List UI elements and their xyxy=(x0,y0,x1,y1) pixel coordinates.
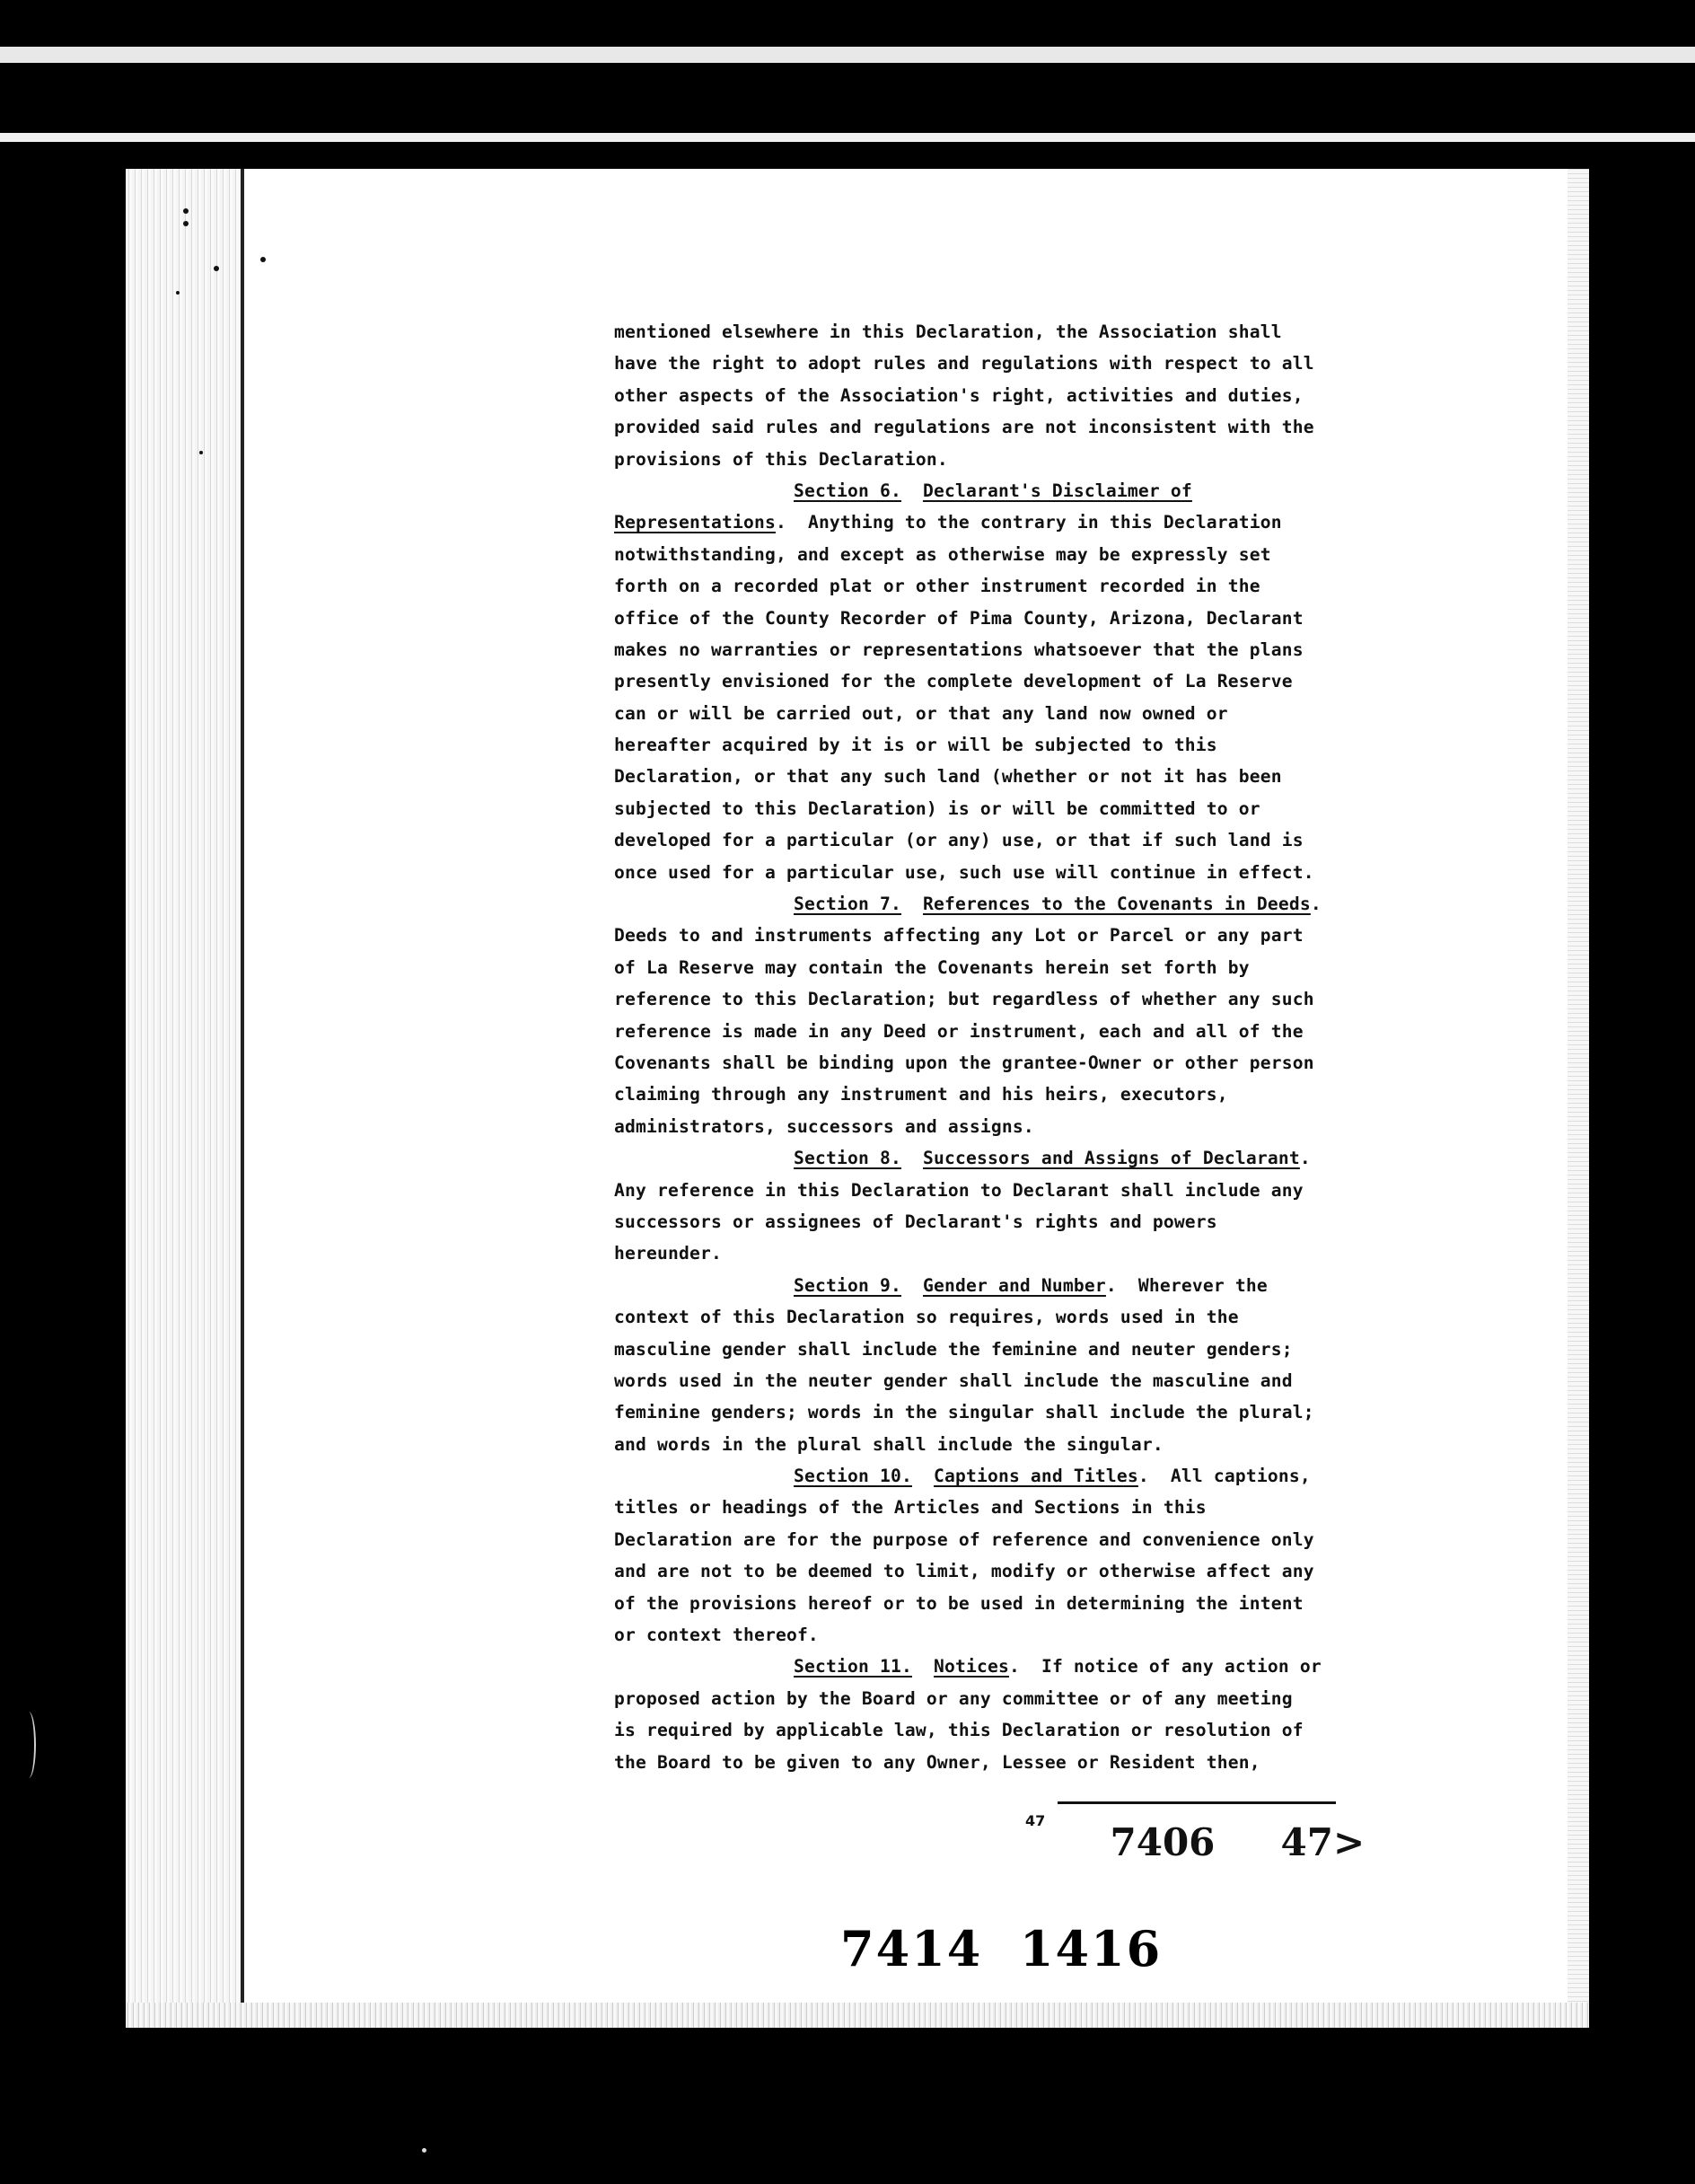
text-line: mentioned elsewhere in this Declaration, the Association shall xyxy=(614,321,1282,342)
section-number: Section 11. xyxy=(794,1656,912,1678)
text-line: other aspects of the Association's right, activities and duties, xyxy=(614,384,1304,406)
text-line: is required by applicable law, this Declaration or resolution of xyxy=(614,1720,1304,1741)
scan-speck xyxy=(183,221,189,226)
text-line: reference to this Declaration; but regardless of whether any such xyxy=(614,989,1314,1010)
text-line: Any reference in this Declaration to Declarant shall include any xyxy=(614,1179,1304,1201)
text-line: or context thereof. xyxy=(614,1625,819,1646)
section-heading: References to the Covenants in Deeds xyxy=(922,894,1311,915)
text-line xyxy=(614,1142,1458,1174)
scan-speck xyxy=(199,451,203,454)
text-line: the Board to be given to any Owner, Lessee or Resident then, xyxy=(614,1751,1260,1773)
text-line: context of this Declaration so requires, words used in the xyxy=(614,1307,1239,1328)
text-line: administrators, successors and assigns. xyxy=(614,1115,1034,1137)
text-line: feminine genders; words in the singular shall include the plural; xyxy=(614,1402,1314,1423)
text-line xyxy=(614,1270,1458,1301)
text-line: titles or headings of the Articles and Sections in this xyxy=(614,1497,1207,1519)
section-text: . Anything to the contrary in this Declaration xyxy=(775,512,1282,533)
section-number: Section 7. xyxy=(794,894,901,915)
text-line: Declaration are for the purpose of reference and convenience only xyxy=(614,1528,1314,1550)
text-line: claiming through any instrument and his heirs, executors, xyxy=(614,1084,1228,1105)
scan-speck xyxy=(422,2148,426,2153)
text-line xyxy=(614,475,1458,506)
page-left-margin xyxy=(126,169,244,2028)
section-heading: Successors and Assigns of Declarant xyxy=(922,1148,1300,1169)
scanner-top-line xyxy=(0,133,1695,142)
text-line: provisions of this Declaration. xyxy=(614,448,948,470)
text-line: forth on a recorded plat or other instrument recorded in the xyxy=(614,576,1260,597)
section-heading: Notices xyxy=(933,1656,1009,1678)
text-line: provided said rules and regulations are not inconsistent with the xyxy=(614,417,1314,438)
text-line: words used in the neuter gender shall include the masculine and xyxy=(614,1369,1293,1391)
section-heading: Gender and Number xyxy=(922,1274,1106,1296)
old-page-stamp-text: 7406 47> xyxy=(1110,1820,1366,1864)
text-line: makes no warranties or representations whatsoever that the plans xyxy=(614,638,1304,660)
section-text: . If notice of any action or xyxy=(1008,1656,1322,1678)
text-line: subjected to this Declaration) is or will be committed to or xyxy=(614,797,1260,819)
text-line: Declaration, or that any such land (whether or not it has been xyxy=(614,766,1282,788)
text-line xyxy=(614,506,1458,538)
text-line: reference is made in any Deed or instrument, each and all of the xyxy=(614,1020,1304,1042)
text-line: Deeds to and instruments affecting any Lot or Parcel or any part xyxy=(614,925,1304,947)
section-text: . All captions, xyxy=(1137,1466,1311,1487)
text-line: successors or assignees of Declarant's rights and powers xyxy=(614,1211,1217,1232)
declaration-body-text xyxy=(614,316,1458,1778)
page-right-edge xyxy=(1568,169,1589,2028)
text-line: have the right to adopt rules and regulations with respect to all xyxy=(614,353,1314,374)
section-heading: Representations xyxy=(614,512,776,533)
section-number: Section 6. xyxy=(794,480,901,501)
section-number: Section 10. xyxy=(794,1466,912,1487)
scanner-top-strip xyxy=(0,47,1695,63)
scan-speck xyxy=(176,291,180,295)
strike-through-line xyxy=(1058,1801,1336,1804)
text-line: once used for a particular use, such use will continue in effect. xyxy=(614,861,1314,883)
scan-edge-mark xyxy=(22,1712,36,1778)
page-bottom-strip xyxy=(126,2003,1589,2028)
text-line xyxy=(614,888,1458,920)
text-line: notwithstanding, and except as otherwise may be expressly set xyxy=(614,543,1271,565)
section-text: . Wherever the xyxy=(1105,1274,1268,1296)
text-line: and words in the plural shall include the singular. xyxy=(614,1433,1164,1455)
text-line: Covenants shall be binding upon the grantee-Owner or other person xyxy=(614,1052,1314,1073)
text-line: of the provisions hereof or to be used in determining the intent xyxy=(614,1592,1304,1614)
text-line: hereafter acquired by it is or will be subjected to this xyxy=(614,735,1217,756)
text-line: proposed action by the Board or any committee or of any meeting xyxy=(614,1687,1293,1709)
text-line: can or will be carried out, or that any land now owned or xyxy=(614,702,1228,724)
section-heading: Captions and Titles xyxy=(933,1466,1138,1487)
scan-speck xyxy=(183,208,189,214)
text-line: masculine gender shall include the feminine and neuter genders; xyxy=(614,1338,1293,1360)
section-text: . xyxy=(1310,894,1322,915)
text-line xyxy=(614,1651,1458,1682)
text-line: presently envisioned for the complete development of La Reserve xyxy=(614,671,1293,692)
text-line: of La Reserve may contain the Covenants herein set forth by xyxy=(614,956,1250,978)
scan-speck xyxy=(260,257,266,262)
text-line xyxy=(614,1460,1458,1492)
section-heading: Declarant's Disclaimer of xyxy=(922,480,1192,501)
section-text: . xyxy=(1299,1148,1311,1169)
text-line: office of the County Recorder of Pima County, Arizona, Declarant xyxy=(614,607,1304,629)
old-page-number: 47 xyxy=(1025,1812,1046,1829)
text-line: developed for a particular (or any) use, or that if such land is xyxy=(614,830,1304,851)
text-line: and are not to be deemed to limit, modify or otherwise affect any xyxy=(614,1561,1314,1582)
text-line: hereunder. xyxy=(614,1243,722,1264)
section-number: Section 9. xyxy=(794,1274,901,1296)
section-number: Section 8. xyxy=(794,1148,901,1169)
scan-speck xyxy=(214,266,219,271)
recording-number-stamp: 7414 1416 xyxy=(840,1920,1163,1977)
